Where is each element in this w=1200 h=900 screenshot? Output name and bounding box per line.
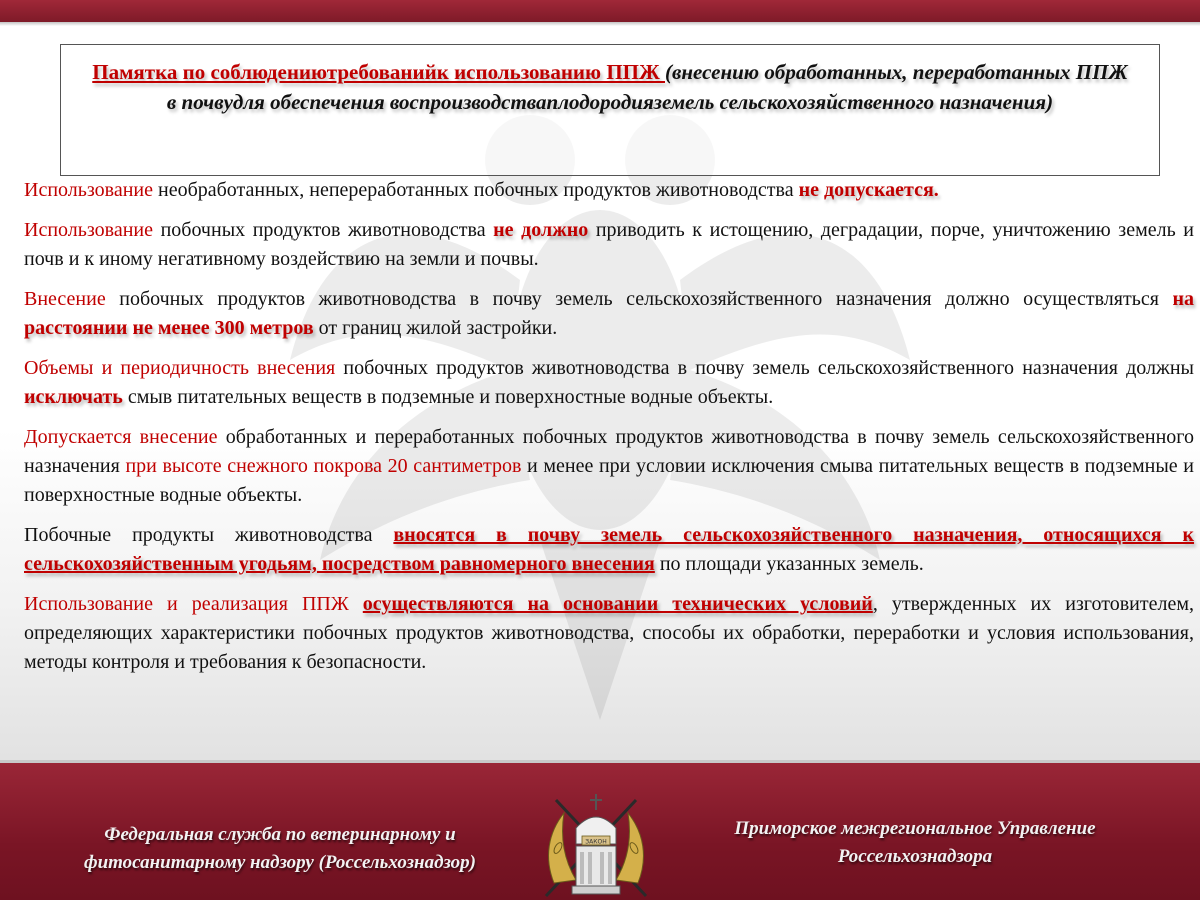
paragraph-text: приводить к истощению, деградации, порче, уничтожению земель и почв и к иному негативному воздействию на земли и почвы. [24,219,1194,270]
paragraph-text: , утвержденных их изготовителем, определяющих характеристики побочных продуктов животноводства, способы их обработки, переработки и условия использования, методы контроля и требования к безопасности. [24,593,1195,673]
memo-title-box [60,44,1160,176]
memo-paragraph [24,285,1194,343]
memo-body [24,176,1194,688]
paragraph-highlight: Использование [24,179,153,201]
memo-paragraph [24,354,1194,412]
paragraph-highlight: Внесение [24,288,106,310]
paragraph-highlight: не допускается. [798,179,939,201]
paragraph-highlight: Объемы и периодичность внесения [24,357,336,379]
paragraph-text: побочных продуктов животноводства [152,219,494,241]
footer-regional-office [660,815,1170,871]
rosselkhoznadzor-emblem-icon [536,788,656,900]
paragraph-text: необработанных, непереработанных побочных продуктов животноводства [152,179,799,201]
paragraph-text: по площади указанных земель. [654,553,924,575]
paragraph-highlight: при высоте снежного покрова 20 сантиметров [125,455,522,477]
memo-paragraph [24,216,1194,274]
paragraph-highlight: не должно [493,219,589,241]
memo-title: Памятка по соблюдениютребованийк использованию ППЖ [92,60,666,84]
memo-paragraph [24,176,1194,205]
memo-paragraph [24,590,1194,677]
top-banner-bar [0,0,1200,22]
paragraph-highlight: Использование [24,219,153,241]
paragraph-text: смыв питательных веществ в подземные и поверхностные водные объекты. [122,386,774,408]
footer-left-line-2: фитосанитарному надзору (Россельхознадзор) [83,852,477,873]
paragraph-highlight: Использование и реализация ППЖ [24,593,363,615]
paragraph-highlight: на расстоянии не менее 300 метров [24,288,1194,339]
paragraph-text: от границ жилой застройки. [313,317,558,339]
paragraph-text: обработанных и переработанных побочных продуктов животноводства в почву земель сельскохозяйственного назначения [24,426,1194,477]
footer-agency-name [30,821,530,877]
footer-left-line-1: Федеральная служба по ветеринарному и [104,824,456,845]
paragraph-highlight: исключать [24,386,123,408]
memo-subtitle: (внесению обработанных, переработанных ППЖ в почвудля обеспечения воспроизводстваплодородияземель сельскохозяйственного назначения) [166,60,1128,114]
paragraph-text: побочных продуктов животноводства в почву земель сельскохозяйственного назначения должно осуществляться [105,288,1173,310]
footer-right-line-2: Россельхознадзора [837,846,993,867]
paragraph-text: и менее при условии исключения смыва питательных веществ в подземные и поверхностные водные объекты. [24,455,1194,506]
emblem-text: ЗАКОН [585,838,607,846]
footer-right-line-1: Приморское межрегиональное Управление [734,818,1096,839]
paragraph-text: побочных продуктов животноводства в почву земель сельскохозяйственного назначения должны [335,357,1194,379]
paragraph-text: Побочные продукты животноводства [24,524,394,546]
paragraph-highlight: осуществляются на основании технических условий [362,593,873,615]
paragraph-highlight: вносятся в почву земель сельскохозяйственного назначения, относящихся к сельскохозяйственным угодьям, посредством равномерного внесения [24,524,1195,575]
memo-paragraph [24,423,1194,510]
memo-paragraph [24,521,1194,579]
paragraph-highlight: Допускается внесение [24,426,218,448]
